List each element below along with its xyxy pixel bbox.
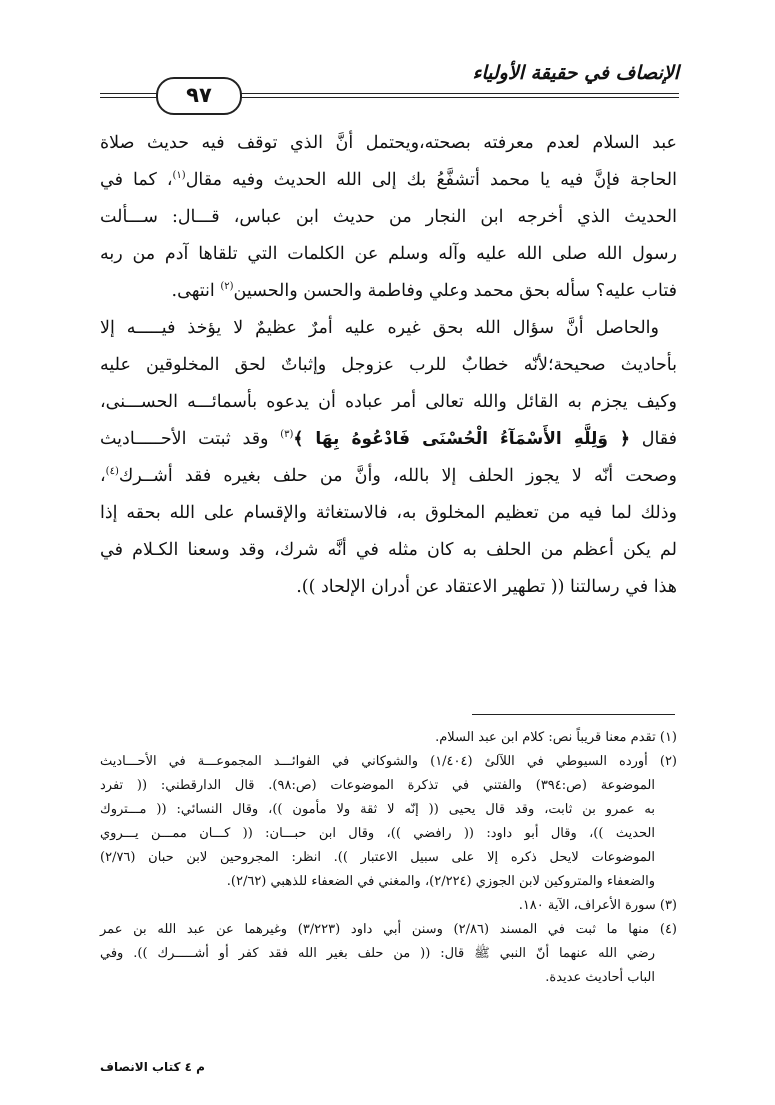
signature-mark: م ٤ كتاب الانصاف	[100, 1060, 205, 1074]
text-segment: ، كما في	[100, 170, 173, 190]
footnote-ref: (٣)	[280, 429, 294, 441]
footnotes	[100, 726, 677, 990]
text-segment: وقد ثبتت الأحـــــاديث	[100, 429, 281, 449]
text-line	[100, 162, 677, 199]
running-header-title: الإنصاف في حقيقة الأولياء	[472, 62, 679, 84]
text-line: رسول الله صلى الله عليه وآله وسلم عن الكلمات التي تلقاها آدم من ربه	[100, 244, 677, 264]
footnote-ref: (١)	[172, 170, 186, 182]
text-line	[100, 273, 677, 310]
text-line	[100, 421, 677, 458]
quran-verse: ﴿ وَلِلَّهِ الأَسْمَآءُ الْحُسْنَى فَادْعُوهُ بِهَا ﴾	[293, 429, 631, 449]
footnote-line: (٢) أورده السيوطي في اللآلئ (١/٤٠٤) والشوكاني في الفوائـــد المجموعـــة في الأحـــاديث	[100, 754, 677, 769]
footnote-line: الموضوعات لايحل ذكره إلا على سبيل الاعتبار )). انظر: المجروحين لابن حبان (٢/٧٦)	[100, 850, 655, 865]
footnote-ref: (٤)	[105, 466, 119, 478]
text-line: الحديث الذي أخرجه ابن النجار من حديث ابن عباس، قـــال: ســـألت	[100, 207, 677, 227]
footnote-separator	[472, 714, 675, 715]
text-line: والحاصل أنَّ سؤال الله بحق غيره عليه أمرٌ عظيمٌ لا يؤخذ فيـــــه إلا	[100, 318, 659, 338]
main-text	[100, 125, 677, 606]
footnote-line: الموضوعة (ص:٣٩٤) والفتني في تذكرة الموضوعات (ص:٩٨). قال الدارقطني: (( تفرد	[100, 778, 655, 793]
text-line	[100, 458, 677, 495]
text-line: عبد السلام لعدم معرفته بصحته،ويحتمل أنَّ الذي توقف فيه حديث صلاة	[100, 133, 677, 153]
footnote-line: والضعفاء والمتروكين لابن الجوزي (٢/٢٢٤)، والمغني في الضعفاء للذهبي (٢/٦٢).	[226, 874, 655, 889]
text-segment: وصحت أنّه لا يجوز الحلف إلا بالله، وأنَّ من حلف بغيره فقد أشــرك	[118, 466, 677, 486]
text-segment: انتهى.	[171, 281, 221, 301]
text-segment: الحاجة فإنَّ فيه يا محمد أتشفَّعُ بك إلى الله الحديث وفيه مقال	[185, 170, 677, 190]
footnote-line: (٤) منها ما ثبت في المسند (٢/٨٦) وسنن أبي داود (٣/٢٢٣) وغيرهما عن عبد الله بن عمر	[100, 922, 677, 937]
footnote-line: (١) تقدم معنا قريباً نص: كلام ابن عبد السلام.	[435, 730, 677, 745]
text-segment: فقال	[641, 429, 677, 449]
text-line: وكيف يجزم به القائل والله تعالى أمر عباده أن يدعوه بأسمائـــه الحســـنى،	[100, 392, 677, 412]
text-line: بأحاديث صحيحة؛لأنّه خطابٌ للرب عزوجل وإثباتٌ لحق المخلوقين عليه	[100, 355, 677, 375]
text-line: هذا في رسالتنا (( تطهير الاعتقاد عن أدران الإلحاد )).	[296, 577, 677, 597]
footnote-line: (٣) سورة الأعراف، الآية ١٨٠.	[518, 898, 677, 913]
text-line: لم يكن أعظم من الحلف به كان مثله في أنَّه شرك، وقد وسعنا الكـلام في	[100, 540, 677, 560]
footnote-ref: (٢)	[220, 281, 234, 293]
footnote-line: رضي الله عنهما أنّ النبي ﷺ قال: (( من حلف بغير الله فقد كفر أو أشـــــرك )). وفي	[100, 946, 655, 961]
footnote-line: الباب أحاديث عديدة.	[545, 970, 655, 985]
text-segment: ،	[100, 466, 106, 486]
page-number-badge: ٩٧	[156, 77, 242, 115]
footnote-line: الحديث ))، وقال أبو داود: (( رافضي ))، وقال ابن حبـــان: (( كـــان ممـــن يـــروي	[100, 826, 655, 841]
text-segment: فتاب عليه؟ سأله بحق محمد وعلي وفاطمة والحسن والحسين	[233, 281, 677, 301]
text-line: وذلك لما فيه من تعظيم المخلوق به، فالاستغاثة والإقسام على الله بحقه إذا	[100, 503, 677, 523]
footnote-line: به عمرو بن ثابت، وقد قال يحيى (( إنّه لا ثقة ولا مأمون ))، وقال النسائي: (( مـــتروك	[100, 802, 655, 817]
